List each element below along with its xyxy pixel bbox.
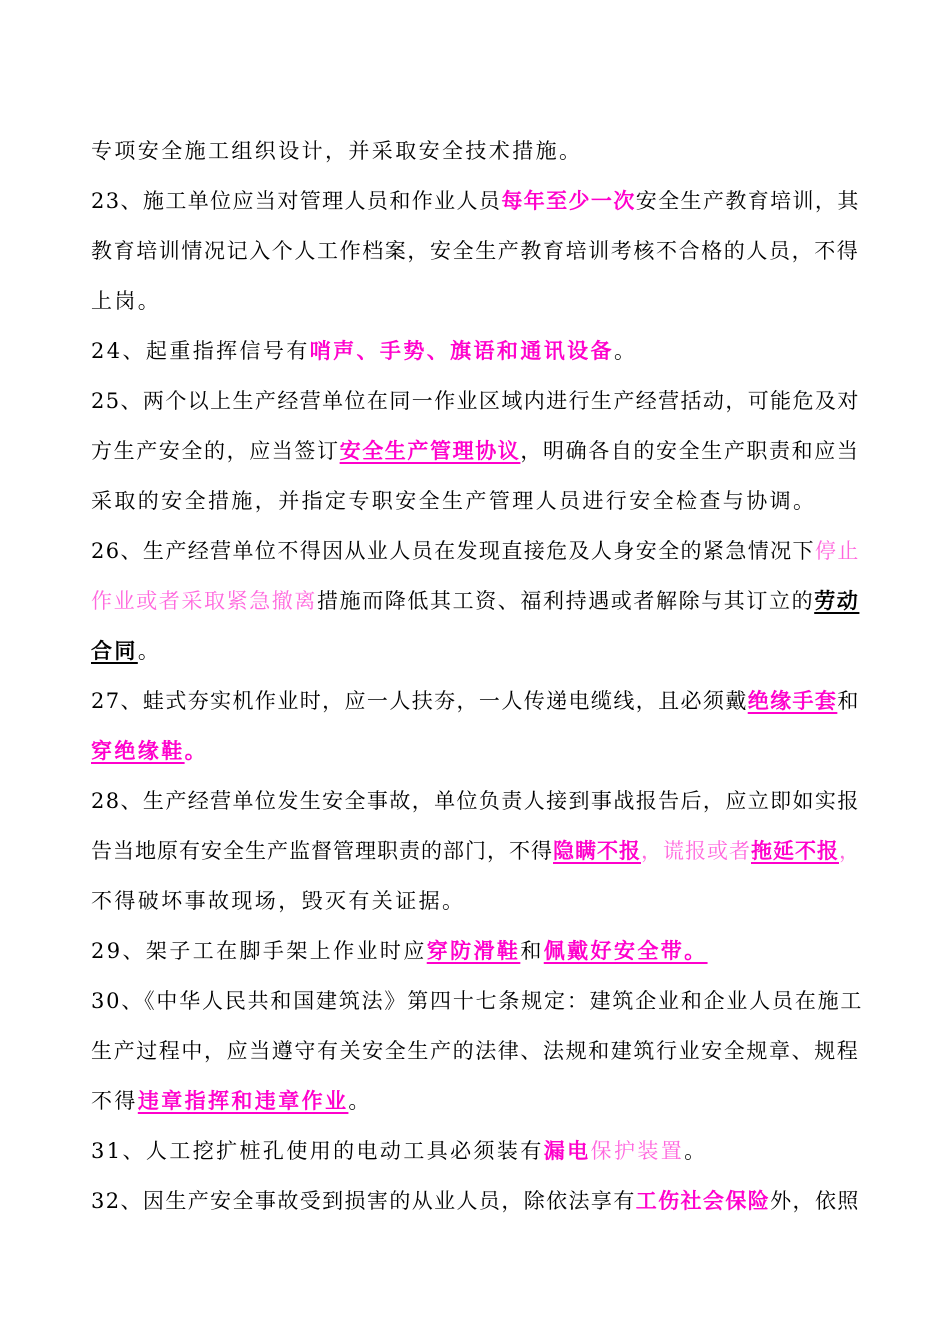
- q31-highlight-a: 漏电: [543, 1138, 591, 1163]
- q29-highlight-a: 穿防滑鞋: [426, 938, 521, 963]
- q24-line-1: [91, 326, 861, 376]
- q32-suffix: 外，依照: [770, 1189, 860, 1213]
- q26-line-2: [91, 576, 861, 626]
- q23-line-2-text: 教育培训情况记入个人工作档案，安全生产教育培训考核不合格的人员，不得: [91, 239, 860, 263]
- q31-suffix: 。: [684, 1139, 708, 1163]
- q22-tail-line: [91, 126, 861, 176]
- q32-prefix: 32、因生产安全事故受到损害的从业人员，除依法享有: [91, 1189, 636, 1213]
- q25-prefix: 方生产安全的，应当签订: [91, 439, 340, 463]
- q28-line-1: [91, 776, 861, 826]
- q25-line-2: [91, 426, 861, 476]
- q23-prefix: 23、施工单位应当对管理人员和作业人员: [91, 189, 502, 213]
- q24-suffix: 。: [613, 339, 638, 363]
- q30-prefix: 不得: [91, 1089, 138, 1113]
- q27-suffix: 。: [184, 738, 209, 763]
- q26-line-1: [91, 526, 861, 576]
- q23-line-1: [91, 176, 861, 226]
- q26-mid: 措施而降低其工资、福利持遇或者解除与其订立的: [317, 589, 815, 613]
- q30-line-1: [91, 976, 864, 1026]
- q30-line-2-text: 生产过程中，应当遵守有关安全生产的法律、法规和建筑行业安全规章、规程: [91, 1039, 860, 1063]
- q28-comma: ，: [839, 839, 861, 863]
- q27-line-1: [91, 676, 861, 726]
- q29-prefix: 29、架子工在脚手架上作业时应: [91, 939, 427, 963]
- q26-bold-b: 合同: [91, 638, 138, 663]
- q25-highlight: 安全生产管理协议: [339, 438, 521, 463]
- q28-line-3-text: 不得破坏事故现场，毁灭有关证据。: [91, 889, 466, 913]
- q27-line-2: [91, 726, 861, 776]
- q32-highlight: 工伤社会保险: [635, 1188, 771, 1213]
- q29-line-1: [91, 926, 861, 976]
- q27-highlight-b: 穿绝缘鞋: [91, 738, 185, 763]
- q29-highlight-b: 佩戴好安全带。: [543, 938, 708, 963]
- q27-highlight-a: 绝缘手套: [747, 688, 838, 713]
- q24-prefix: 24、起重指挥信号有: [91, 339, 310, 363]
- q26-bold-a: 劳动: [814, 588, 860, 613]
- q28-mid: ，谎报或者: [641, 839, 751, 863]
- q25-line-1: [91, 376, 861, 426]
- q23-line-2: [91, 226, 861, 276]
- q30-line-1-text: 30、《中华人民共和国建筑法》第四十七条规定：建筑企业和企业人员在施工: [91, 989, 864, 1013]
- q28-highlight-b: 拖延不报: [751, 838, 839, 863]
- q25-line-3-text: 采取的安全措施，并指定专职安全生产管理人员进行安全检查与协调。: [91, 489, 817, 513]
- q25-suffix: ，明确各自的安全生产职责和应当: [520, 439, 860, 463]
- document-page: [91, 126, 864, 1226]
- q26-suffix: 。: [137, 639, 162, 663]
- q28-line-1-text: 28、生产经营单位发生安全事故，单位负责人接到事战报告后，应立即如实报: [91, 789, 860, 813]
- q28-highlight-a: 隐瞒不报: [553, 838, 641, 863]
- q30-highlight: 违章指挥和违章作业: [137, 1088, 349, 1113]
- q29-and: 和: [520, 939, 544, 963]
- q31-highlight-b: 保护装置: [590, 1139, 685, 1163]
- q28-prefix: 告当地原有安全生产监督管理职责的部门，不得: [91, 839, 553, 863]
- q31-line-1: [91, 1126, 861, 1176]
- q26-highlight-a: 停止: [814, 539, 860, 563]
- q23-highlight: 每年至少一次: [501, 188, 636, 213]
- q26-line-3: [91, 626, 861, 676]
- q22-tail-text: 专项安全施工组织设计，并采取安全技术措施。: [91, 139, 583, 163]
- q27-and: 和: [837, 689, 860, 713]
- q23-suffix: 安全生产教育培训，其: [635, 189, 860, 213]
- q26-highlight-b: 作业或者采取紧急撤离: [91, 589, 317, 613]
- q32-line-1: [91, 1176, 861, 1226]
- q27-prefix: 27、蛙式夯实机作业时，应一人扶夯，一人传递电缆线，且必须戴: [91, 689, 748, 713]
- q30-suffix: 。: [348, 1089, 372, 1113]
- q28-line-2: [91, 826, 861, 876]
- q30-line-3: [91, 1076, 861, 1126]
- q30-line-2: [91, 1026, 861, 1076]
- q31-prefix: 31、人工挖扩桩孔使用的电动工具必须装有: [91, 1139, 544, 1163]
- q24-highlight: 哨声、手势、旗语和通讯设备: [309, 338, 614, 363]
- q23-line-3-text: 上岗。: [91, 289, 162, 313]
- q25-line-3: [91, 476, 861, 526]
- q26-prefix: 26、生产经营单位不得因从业人员在发现直接危及人身安全的紧急情况下: [91, 539, 815, 563]
- q23-line-3: [91, 276, 861, 326]
- q25-line-1-text: 25、两个以上生产经营单位在同一作业区域内进行生产经营括动，可能危及对: [91, 389, 860, 413]
- q28-line-3: [91, 876, 861, 926]
